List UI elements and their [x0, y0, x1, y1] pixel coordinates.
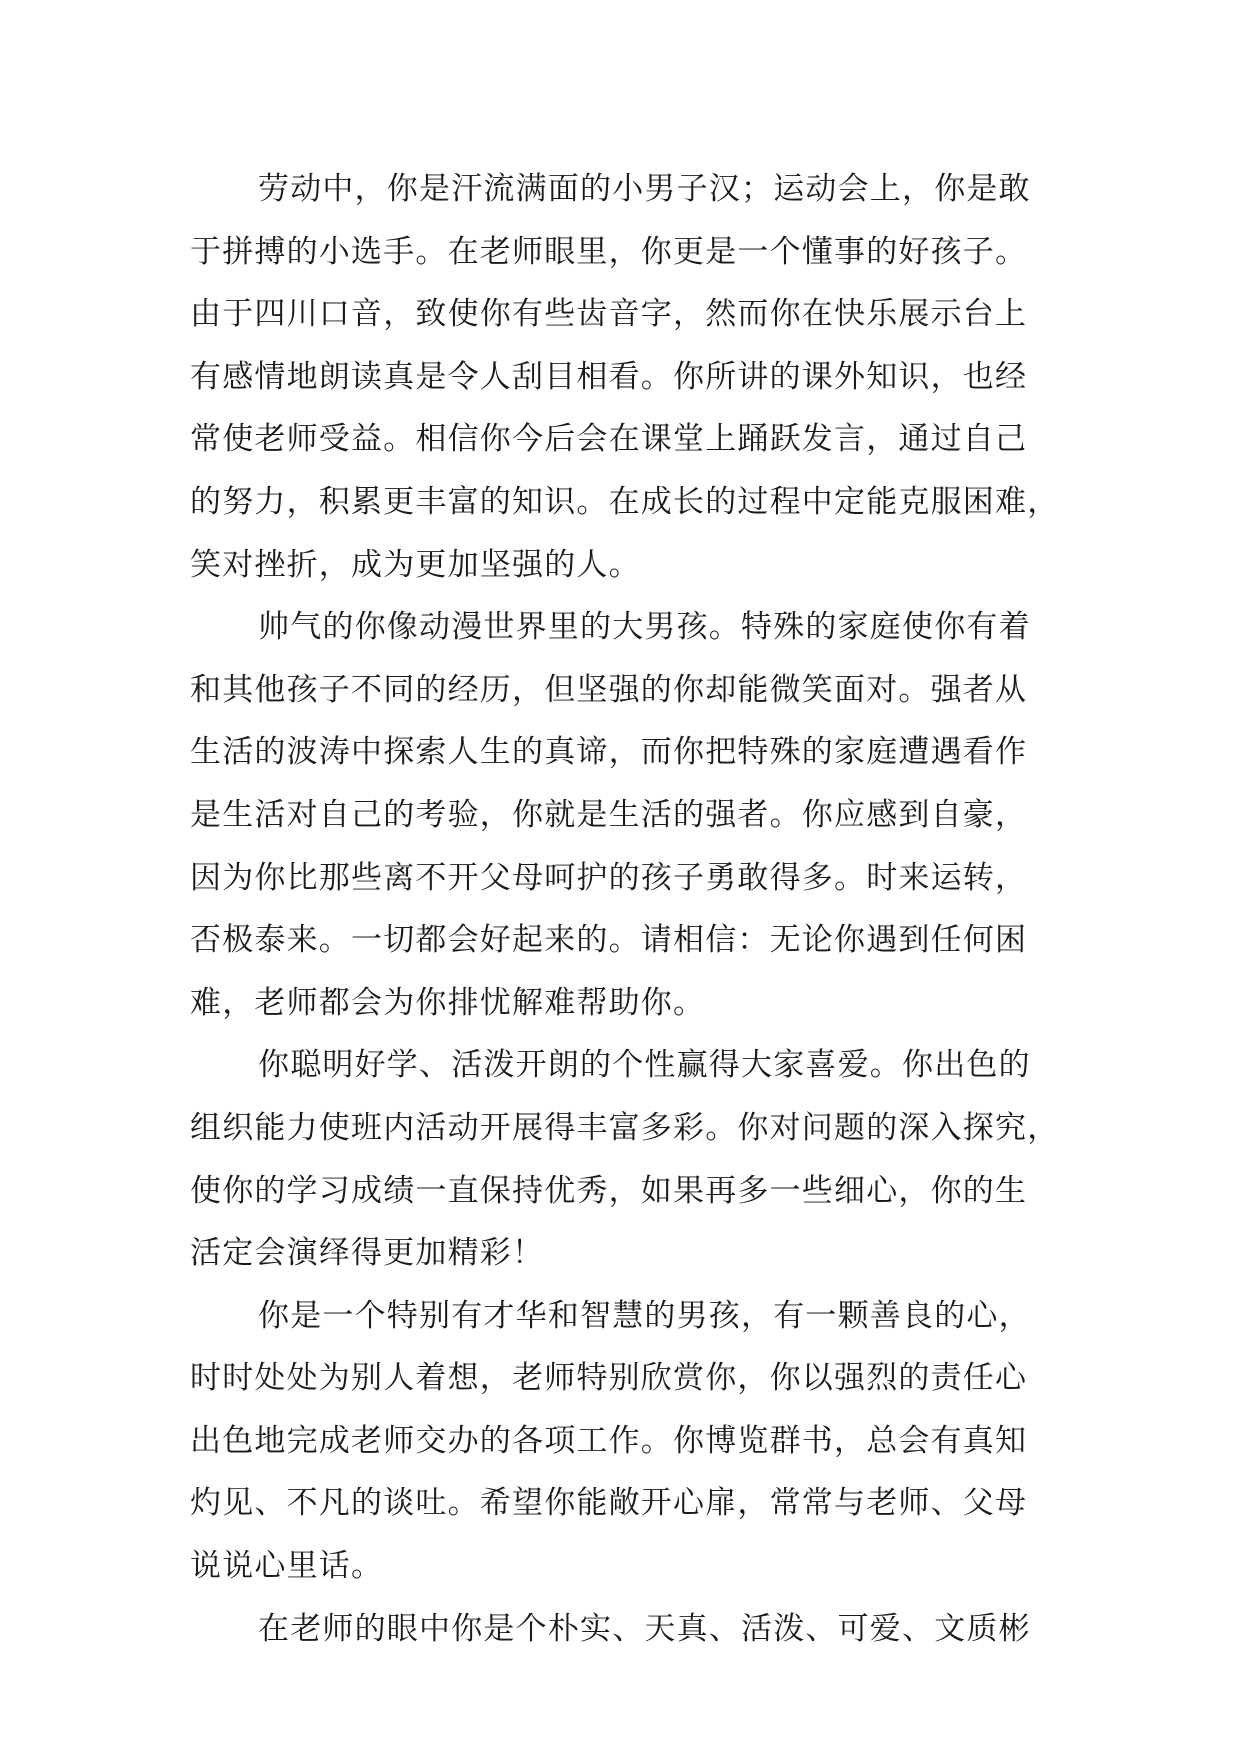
paragraph-4-line-1: 你是一个特别有才华和智慧的男孩，有一颗善良的心， — [258, 1297, 1031, 1334]
paragraph-4-line-3: 出色地完成老师交办的各项工作。你博览群书，总会有真知 — [190, 1422, 1028, 1459]
paragraph-2-line-7: 难，老师都会为你排忧解难帮助你。 — [190, 984, 706, 1021]
paragraph-2-line-6: 否极泰来。一切都会好起来的。请相信：无论你遇到任何困 — [190, 922, 1028, 959]
paragraph-4-line-4: 灼见、不凡的谈吐。希望你能敞开心扉，常常与老师、父母 — [190, 1485, 1028, 1522]
paragraph-1-line-3: 由于四川口音，致使你有些齿音字，然而你在快乐展示台上 — [190, 296, 1028, 333]
paragraph-2-line-2: 和其他孩子不同的经历，但坚强的你却能微笑面对。强者从 — [190, 671, 1028, 708]
paragraph-1-line-1: 劳动中，你是汗流满面的小男子汉；运动会上，你是敢 — [258, 171, 1031, 207]
paragraph-5-line-1: 在老师的眼中你是个朴实、天真、活泼、可爱、文质彬 — [258, 1610, 1031, 1647]
paragraph-1-line-5: 常使老师受益。相信你今后会在课堂上踊跃发言，通过自己 — [190, 421, 1028, 458]
paragraph-4-line-5: 说说心里话。 — [190, 1548, 384, 1585]
paragraph-1-line-7: 笑对挫折，成为更加坚强的人。 — [190, 546, 641, 583]
paragraph-2-line-4: 是生活对自己的考验，你就是生活的强者。你应感到自豪， — [190, 796, 1028, 833]
paragraph-3-line-3: 使你的学习成绩一直保持优秀，如果再多一些细心，你的生 — [190, 1172, 1028, 1209]
paragraph-3-line-1: 你聪明好学、活泼开朗的个性赢得大家喜爱。你出色的 — [258, 1047, 1031, 1084]
paragraph-1-line-2: 于拼搏的小选手。在老师眼里，你更是一个懂事的好孩子。 — [190, 233, 1028, 270]
paragraph-3-line-4: 活定会演绎得更加精彩！ — [190, 1235, 545, 1272]
paragraph-1-line-4: 有感情地朗读真是令人刮目相看。你所讲的课外知识，也经 — [190, 358, 1028, 395]
paragraph-1-line-6: 的努力，积累更丰富的知识。在成长的过程中定能克服困难， — [190, 483, 1060, 520]
paragraph-2-line-3: 生活的波涛中探索人生的真谛，而你把特殊的家庭遭遇看作 — [190, 734, 1028, 771]
paragraph-2-line-1: 帅气的你像动漫世界里的大男孩。特殊的家庭使你有着 — [258, 609, 1031, 646]
paragraph-4-line-2: 时时处处为别人着想，老师特别欣赏你，你以强烈的责任心 — [190, 1360, 1028, 1397]
document-body — [190, 158, 1060, 1660]
paragraph-2-line-5: 因为你比那些离不开父母呵护的孩子勇敢得多。时来运转， — [190, 859, 1028, 896]
paragraph-3-line-2: 组织能力使班内活动开展得丰富多彩。你对问题的深入探究， — [190, 1109, 1060, 1146]
